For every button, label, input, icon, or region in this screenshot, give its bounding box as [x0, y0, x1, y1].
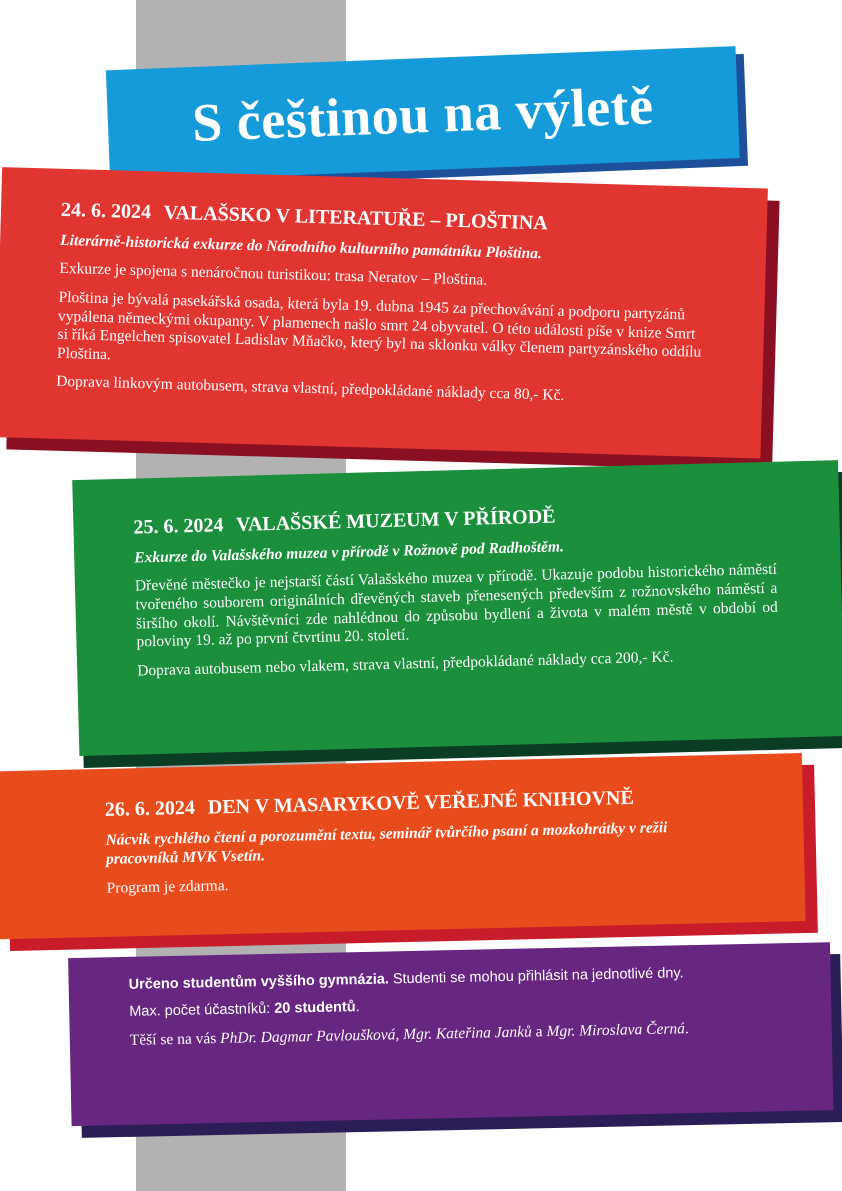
page-title: S češtinou na výletě: [191, 75, 655, 154]
event-2-name: VALAŠSKÉ MUZEUM V PŘÍRODĚ: [235, 505, 556, 536]
event-sign-2-face: [72, 460, 842, 756]
capacity-end: .: [355, 999, 360, 1016]
greeting-start: Těší se na vás: [129, 1029, 221, 1049]
greeting-end: .: [684, 1019, 689, 1038]
title-sign: [106, 46, 750, 192]
audience-note: [129, 963, 771, 994]
event-1-paragraph: Ploština je bývalá pasekářská osada, která byla 19. dubna 1945 za přechovávání a podporu partyzánů vypálena německými okupanty. V plamenech našlo smrt 24 obyvatel. O této události píše v knize Smrt si říká Engelchen spisovatel Ladislav Mňačko, který byl na sklonku války členem partyzánského oddílu Ploština.: [56, 288, 702, 364]
event-2-subtitle: Exkurze do Valašského muzea v přírodě v Rožnově pod Radhoštěm.: [134, 538, 565, 567]
event-3-subtitle: Nácvik rychlého čtení a porozumění textu, seminář tvůrčího psaní a mozkohrátky v režii pracovníků MVK Vsetín.: [105, 819, 668, 869]
audience-rest: Studenti se mohou přihlásit na jednotlivé dny.: [388, 965, 684, 988]
capacity-note: [129, 991, 771, 1022]
event-sign-3: [0, 753, 822, 956]
event-3-name: DEN V MASARYKOVĚ VEŘEJNÉ KNIHOVNĚ: [207, 786, 635, 819]
audience-bold: Určeno studentům vyššího gymnázia.: [128, 971, 390, 993]
event-2-date: 25. 6. 2024: [133, 514, 224, 539]
capacity-value: 20 studentů: [274, 999, 356, 1018]
event-3-date: 26. 6. 2024: [104, 796, 196, 821]
event-2-paragraph: Doprava autobusem nebo vlakem, strava vlastní, předpokládané náklady cca 200,- Kč.: [136, 648, 674, 680]
event-1-name: VALAŠSKO V LITERATUŘE – PLOŠTINA: [163, 201, 548, 235]
organizer-1: PhDr. Dagmar Pavloušková, Mgr. Kateřina Janků: [220, 1023, 533, 1047]
event-sign-2: [72, 460, 842, 780]
organizer-2: Mgr. Miroslava Černá: [546, 1020, 686, 1040]
info-sign: [68, 942, 842, 1148]
event-1-subtitle: Literárně-historická exkurze do Národního kulturního památníku Ploština.: [59, 231, 543, 263]
event-1-date: 24. 6. 2024: [60, 198, 152, 224]
event-1-paragraph: Exkurze je spojena s nenáročnou turistikou: trasa Neratov – Ploština.: [59, 260, 488, 290]
event-3-heading: [105, 784, 743, 821]
event-3-paragraph: Program je zdarma.: [106, 876, 229, 897]
event-sign-3-face: [0, 753, 806, 939]
event-1-paragraph: Doprava linkovým autobusem, strava vlastní, předpokládané náklady cca 80,- Kč.: [55, 373, 565, 405]
info-sign-face: [68, 942, 833, 1126]
event-2-paragraph: Dřevěné městečko je nejstarší částí Valašského muzea v přírodě. Ukazuje podobu historického náměstí tvořeného souborem originálních dřevěných staveb přenesených především z rožnovského náměstí a širšího okolí. Návštěvníci zde nahlédnou do způsobu bydlení a života v malém městě v období od poloviny 19. až po první čtvrtinu 20. století.: [134, 561, 778, 651]
organizers-note: [130, 1018, 772, 1050]
event-sign-1-face: [0, 167, 768, 458]
greeting-and: a: [531, 1022, 547, 1041]
event-sign-1: [0, 167, 782, 479]
capacity-label: Max. počet účastníků:: [129, 1001, 275, 1021]
